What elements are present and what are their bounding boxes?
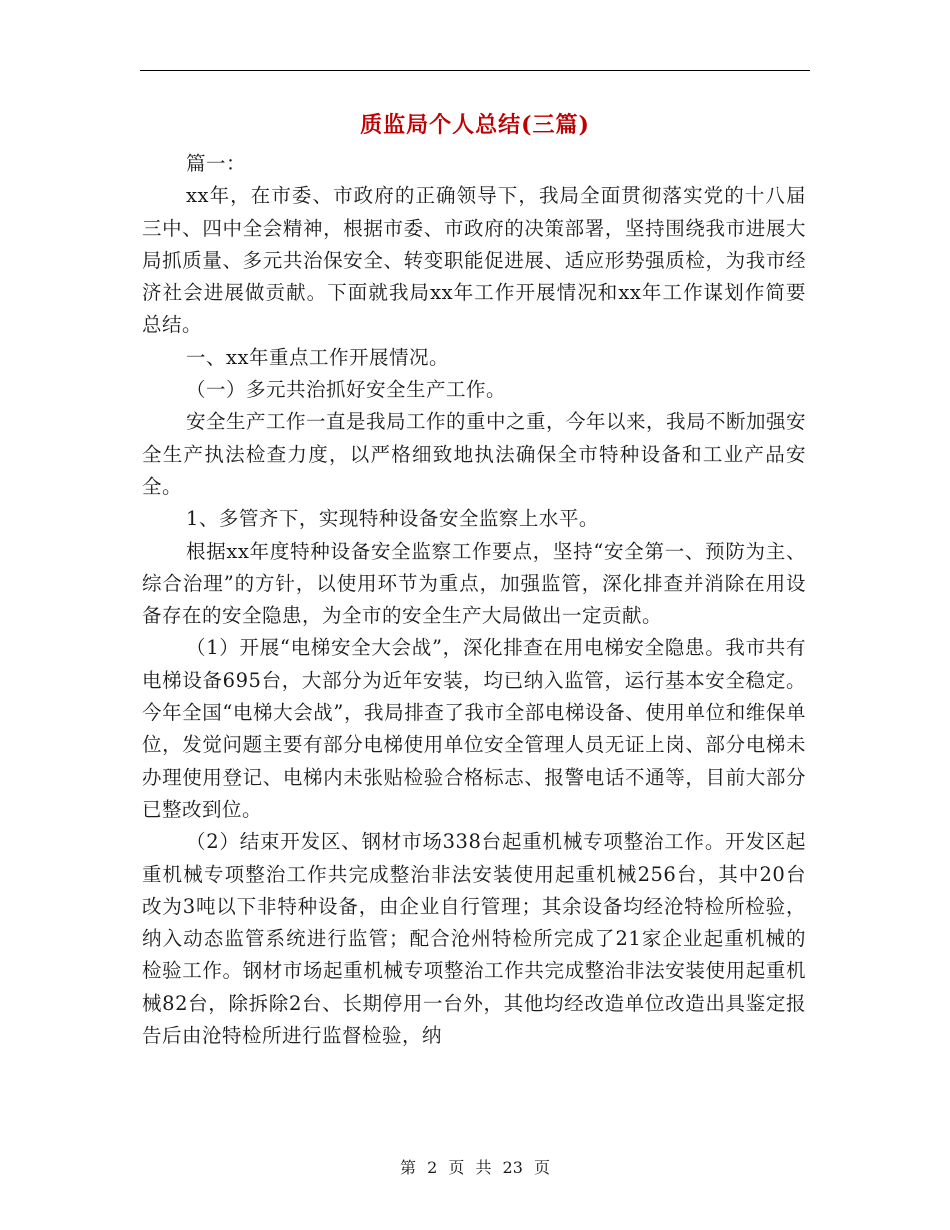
paragraph: 根据xx年度特种设备安全监察工作要点，坚持“安全第一、预防为主、综合治理”的方针，以使用环节为重点，加强监管，深化排查并消除在用设备存在的安全隐患，为全市的安全生产大局做出一定贡献。: [142, 539, 806, 628]
document-title: 质监局个人总结(三篇): [360, 112, 590, 138]
subheading-1: （一）多元共治抓好安全生产工作。: [186, 378, 507, 402]
heading-1: 一、xx年重点工作开展情况。: [186, 345, 449, 369]
header-rule: [140, 70, 810, 71]
section-label: 篇一：: [186, 152, 247, 175]
paragraph: （2）结束开发区、钢材市场338台起重机械专项整治工作。开发区起重机械专项整治工作共完成整治非法安装使用起重机械256台，其中20台改为3吨以下非特种设备，由企业自行管理；其余设备均经沧特检所检验，纳入动态监管系统进行监管；配合沧州特检所完成了21家企业起重机械的检验工作。钢材市场起重机械专项整治工作共完成整治非法安装使用起重机械82台，除拆除2台、长期停用一台外，其他均经改造单位改造出具鉴定报告后由沧特检所进行监督检验，纳: [142, 830, 806, 1048]
page-footer: 第 2 页 共 23 页: [400, 1158, 550, 1177]
document-body: [142, 148, 806, 1052]
paragraph: 安全生产工作一直是我局工作的重中之重，今年以来，我局不断加强安全生产执法检查力度，以严格细致地执法确保全市特种设备和工业产品安全。: [142, 410, 807, 498]
paragraph: （1）开展“电梯安全大会战”，深化排查在用电梯安全隐患。我市共有电梯设备695台，大部分为近年安装，均已纳入监管，运行基本安全稳定。今年全国“电梯大会战”，我局排查了我市全部电梯设备、使用单位和维保单位，发觉问题主要有部分电梯使用单位安全管理人员无证上岗、部分电梯未办理使用登记、电梯内未张贴检验合格标志、报警电话不通等，目前大部分已整改到位。: [142, 636, 806, 821]
subheading-2: 1、多管齐下，实现特种设备安全监察上水平。: [186, 507, 599, 531]
intro-paragraph: xx年，在市委、市政府的正确领导下，我局全面贯彻落实党的十八届三中、四中全会精神，根据市委、市政府的决策部署，坚持围绕我市进展大局抓质量、多元共治保安全、转变职能促进展、适应形势强质检，为我市经济社会进展做贡献。下面就我局xx年工作开展情况和xx年工作谋划作简要总结。: [142, 184, 806, 337]
